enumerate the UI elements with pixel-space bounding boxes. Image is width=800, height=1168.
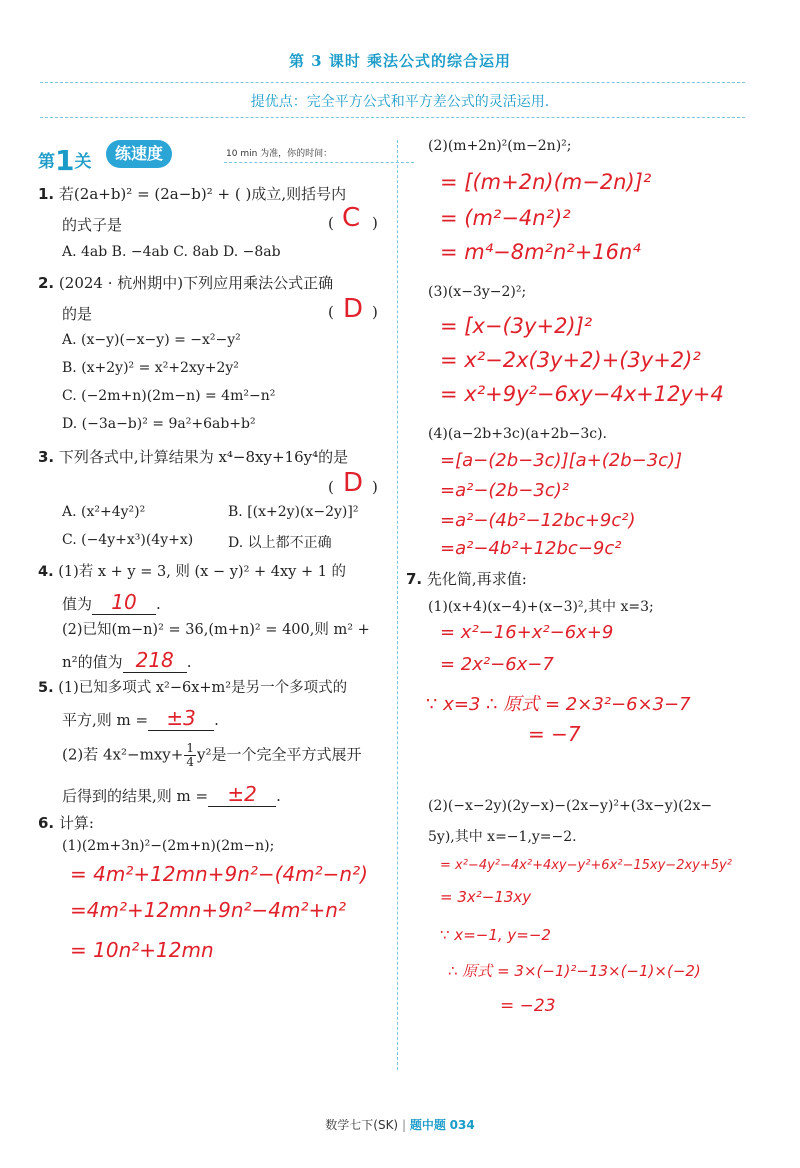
- lesson-subtitle: 提优点：完全平方公式和平方差公式的灵活运用.: [250, 94, 550, 110]
- title-divider: [40, 82, 745, 83]
- footer-series: 题中题: [409, 1118, 446, 1132]
- q1-paren-open: (: [328, 214, 334, 232]
- footer-separator: |: [401, 1118, 406, 1132]
- q3-option-c: C. (−4y+x³)(4y+x): [62, 532, 194, 548]
- q4-p1-line2: 值为 10 .: [62, 590, 161, 614]
- q7-p1: (1)(x+4)(x−4)+(x−3)²,其中 x=3;: [428, 599, 654, 615]
- q7-p2-work-3: ∵ x=−1, y=−2: [440, 926, 551, 944]
- q6-p3: (3)(x−3y−2)²;: [428, 284, 527, 300]
- q2-option-a: A. (x−y)(−x−y) = −x²−y²: [62, 332, 241, 348]
- q4-p2-answer: 218: [135, 648, 174, 672]
- q7-p2-line2: 5y),其中 x=−1,y=−2.: [428, 829, 577, 845]
- time-hint: 10 min 为准，你的时间：: [226, 149, 333, 159]
- q6-p3-work-2: = x²−2x(3y+2)+(3y+2)²: [440, 348, 701, 372]
- q5-p2-line2: 后得到的结果,则 m = ±2 .: [62, 782, 281, 806]
- q3-paren-open: (: [328, 478, 334, 496]
- q1-answer: C: [342, 203, 361, 233]
- subtitle-divider: [40, 117, 745, 118]
- q7-p2-line1: (2)(−x−2y)(2y−x)−(2x−y)²+(3x−y)(2x−: [428, 798, 713, 814]
- q1-line1: 1. 若(2a+b)² = (2a−b)² + ( )成立,则括号内: [38, 185, 347, 203]
- q7-p2-work-4: ∴ 原式 = 3×(−1)²−13×(−1)×(−2): [448, 962, 701, 980]
- q1-options: A. 4ab B. −4ab C. 8ab D. −8ab: [62, 244, 281, 260]
- section-level: 第1关: [38, 144, 92, 177]
- q3-answer: D: [343, 468, 364, 498]
- section-pill: 练速度: [106, 140, 172, 168]
- q4-p2-line2: n²的值为 218 .: [62, 648, 192, 672]
- q2-option-d: D. (−3a−b)² = 9a²+6ab+b²: [62, 416, 256, 432]
- q7-p1-work-1: = x²−16+x²−6x+9: [440, 622, 614, 643]
- q7-label: 7. 先化简,再求值:: [406, 570, 527, 588]
- q3-paren-close: ): [372, 478, 378, 496]
- time-underline: [224, 162, 414, 163]
- column-divider: [397, 140, 398, 1070]
- section-header: [38, 140, 378, 177]
- q2-option-b: B. (x+2y)² = x²+2xy+2y²: [62, 360, 239, 376]
- q6-p4-work-4: =a²−4b²+12bc−9c²: [440, 538, 622, 559]
- q6-p2-work-1: = [(m+2n)(m−2n)]²: [440, 170, 652, 194]
- q6-p1: (1)(2m+3n)²−(2m+n)(2m−n);: [62, 838, 275, 854]
- q6-p3-work-1: = [x−(3y+2)]²: [440, 314, 593, 338]
- q6-p4: (4)(a−2b+3c)(a+2b−3c).: [428, 426, 607, 442]
- q5-p1-line1: 5. (1)已知多项式 x²−6x+m²是另一个多项式的: [38, 680, 348, 696]
- lesson-title: 第 3 课时 乘法公式的综合运用: [288, 52, 512, 70]
- q6-label: 6. 计算:: [38, 814, 94, 832]
- q6-p2-work-3: = m⁴−8m²n²+16n⁴: [440, 240, 641, 264]
- q5-p2-line1: (2)若 4x²−mxy+ $\frac{1}{4}$ y²是一个完全平方式展开: [62, 741, 362, 769]
- q2-option-c: C. (−2m+n)(2m−n) = 4m²−n²: [62, 388, 276, 404]
- q4-p1-answer: 10: [111, 590, 137, 614]
- q5-p1-answer: ±3: [166, 706, 196, 730]
- q2-line1: 2. (2024 · 杭州期中)下列应用乘法公式正确: [38, 274, 334, 292]
- q3-option-a: A. (x²+4y²)²: [62, 504, 146, 520]
- q7-p2-work-5: = −23: [500, 996, 556, 1016]
- q5-fraction: $\frac{1}{4}$: [186, 741, 194, 769]
- q5-p2-answer: ±2: [227, 782, 257, 806]
- q2-answer: D: [343, 294, 364, 324]
- q4-p2-line1: (2)已知(m−n)² = 36,(m+n)² = 400,则 m² +: [62, 622, 370, 638]
- q3-line1: 3. 下列各式中,计算结果为 x⁴−8xy+16y⁴的是: [38, 448, 349, 466]
- q7-p2-work-1: = x²−4y²−4x²+4xy−y²+6x²−15xy−2xy+5y²: [440, 858, 732, 873]
- q6-p2: (2)(m+2n)²(m−2n)²;: [428, 138, 572, 154]
- footer-page-number: 034: [449, 1118, 475, 1132]
- q4-p1-line1: 4. (1)若 x + y = 3, 则 (x − y)² + 4xy + 1 的: [38, 564, 347, 580]
- q6-p1-work-2: =4m²+12mn+9n²−4m²+n²: [70, 898, 346, 922]
- q2-paren-open: (: [328, 303, 334, 321]
- q6-p2-work-2: = (m²−4n²)²: [440, 206, 571, 230]
- q6-p4-work-1: =[a−(2b−3c)][a+(2b−3c)]: [440, 450, 683, 471]
- q6-p1-work-3: = 10n²+12mn: [70, 938, 214, 962]
- q7-p1-work-3: ∵ x=3 ∴ 原式 = 2×3²−6×3−7: [426, 694, 691, 715]
- q3-option-b: B. [(x+2y)(x−2y)]²: [228, 504, 359, 520]
- q6-p1-work-1: = 4m²+12mn+9n²−(4m²−n²): [70, 862, 368, 886]
- q7-p2-work-2: = 3x²−13xy: [440, 888, 532, 906]
- q2-line2: 的是: [62, 305, 93, 323]
- q1-line2: 的式子是: [62, 216, 123, 234]
- footer-book: 数学七下(SK): [325, 1118, 399, 1132]
- q5-p1-line2: 平方,则 m = ±3 .: [62, 706, 219, 730]
- q7-p1-work-4: = −7: [528, 722, 581, 746]
- q6-p3-work-3: = x²+9y²−6xy−4x+12y+4: [440, 382, 724, 406]
- q6-p4-work-3: =a²−(4b²−12bc+9c²): [440, 510, 636, 531]
- page-footer: [0, 1116, 800, 1133]
- q7-p1-work-2: = 2x²−6x−7: [440, 654, 554, 675]
- q6-p4-work-2: =a²−(2b−3c)²: [440, 480, 569, 501]
- q2-paren-close: ): [372, 303, 378, 321]
- q3-option-d: D. 以上都不正确: [228, 535, 332, 551]
- q1-paren-close: ): [372, 214, 378, 232]
